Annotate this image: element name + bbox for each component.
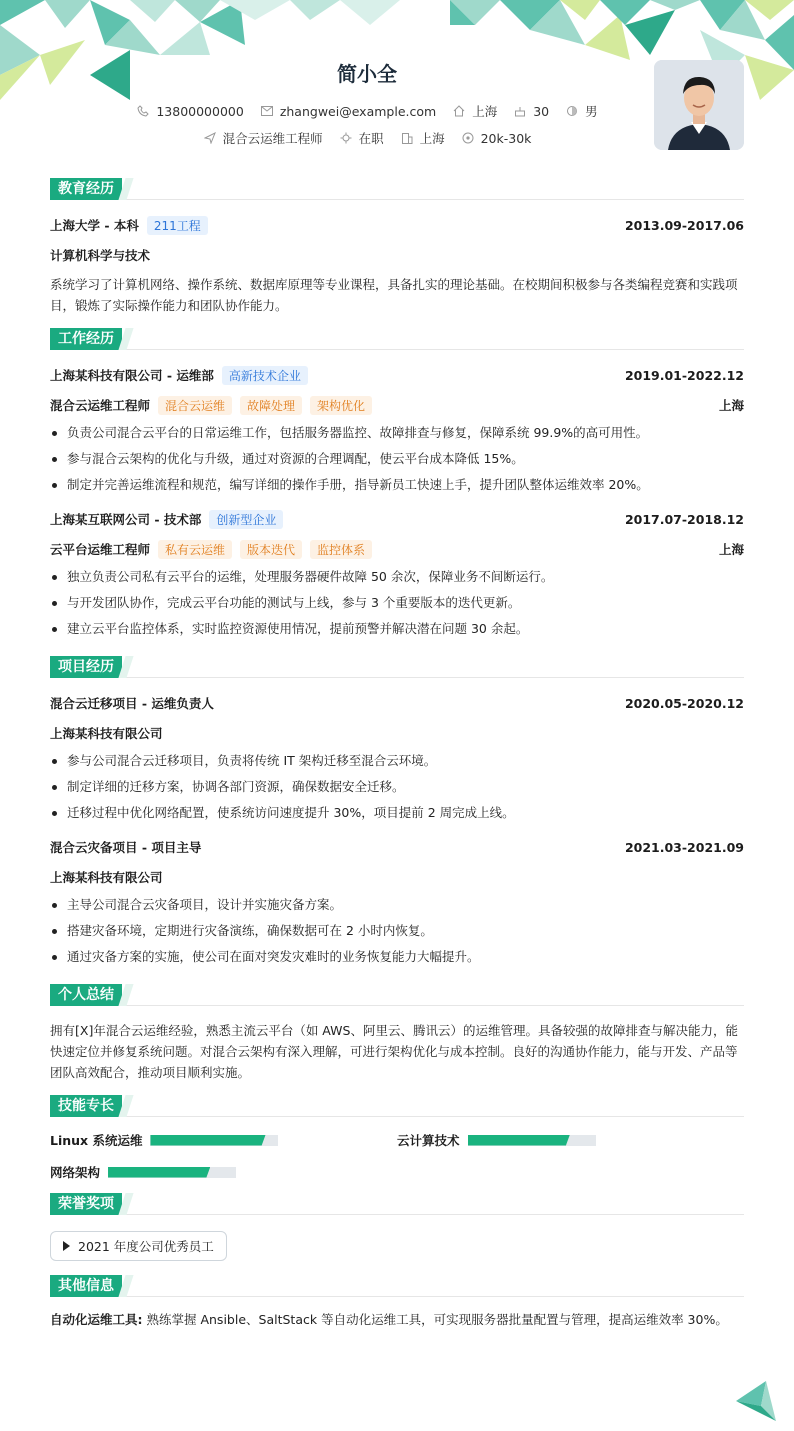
skill-tag: 故障处理 — [240, 396, 302, 415]
skills-section — [50, 1095, 744, 1185]
skill-tag: 版本迭代 — [240, 540, 302, 559]
work-period: 2017.07-2018.12 — [624, 511, 744, 527]
award-text: 2021 年度公司优秀员工 — [78, 1239, 214, 1254]
home-icon — [452, 104, 466, 118]
skill-name: 网络架构 — [50, 1165, 101, 1180]
summary-section — [50, 984, 744, 1087]
bullet-item: 搭建灾备环境，定期进行灾备演练，确保数据可在 2 小时内恢复。 — [50, 918, 744, 944]
project-title-row — [50, 832, 744, 862]
work-location: 上海 — [718, 398, 744, 413]
major-row — [50, 240, 744, 270]
job-role: 混合云运维工程师 — [50, 398, 151, 413]
skill-bar — [150, 1135, 278, 1146]
salary-info — [461, 131, 532, 146]
work-period: 2019.01-2022.12 — [624, 367, 744, 383]
skill-tag: 架构优化 — [310, 396, 372, 415]
section-title: 项目经历 — [50, 656, 122, 678]
contact-line — [0, 102, 734, 120]
project-heading — [50, 656, 744, 678]
project-item — [50, 688, 744, 826]
summary-heading — [50, 984, 744, 1006]
education-heading — [50, 178, 744, 200]
section-title: 教育经历 — [50, 178, 122, 200]
target-city-text: 上海 — [419, 131, 445, 146]
bullet-item: 通过灾备方案的实施，使公司在面对突发灾难时的业务恢复能力大幅提升。 — [50, 944, 744, 970]
education-period: 2013.09-2017.06 — [624, 217, 744, 233]
project-section — [50, 656, 744, 970]
other-section — [50, 1275, 744, 1333]
target-city-info — [400, 129, 445, 147]
awards-heading — [50, 1193, 744, 1215]
job-icon — [203, 131, 217, 145]
section-title: 其他信息 — [50, 1275, 122, 1297]
phone-text: 13800000000 — [156, 103, 244, 119]
other-heading — [50, 1275, 744, 1297]
section-title: 个人总结 — [50, 984, 122, 1006]
company-tag: 创新型企业 — [209, 510, 283, 529]
project-org: 上海某科技有限公司 — [50, 726, 163, 741]
gender-text: 男 — [585, 104, 598, 119]
work-company-row — [50, 504, 744, 534]
bullet-item: 制定详细的迁移方案，协调各部门资源，确保数据安全迁移。 — [50, 774, 744, 800]
skill-bar — [108, 1167, 236, 1178]
education-description: 系统学习了计算机网络、操作系统、数据库原理等专业课程，具备扎实的理论基础。在校期间积极参与各类编程竞赛和实践项目，锻炼了实际操作能力和团队协作能力。 — [50, 277, 738, 313]
skill-tag: 监控体系 — [310, 540, 372, 559]
age-icon — [513, 104, 527, 118]
phone-info — [136, 104, 243, 119]
email-text: zhangwei@example.com — [279, 103, 437, 119]
job-role: 云平台运维工程师 — [50, 542, 151, 557]
bullet-item: 迁移过程中优化网络配置，使系统访问速度提升 30%，项目提前 2 周完成上线。 — [50, 800, 744, 826]
email-info — [260, 104, 436, 119]
age-info — [513, 104, 549, 119]
work-location: 上海 — [718, 542, 744, 557]
skill-name: Linux 系统运维 — [50, 1133, 143, 1148]
phone-icon — [136, 104, 150, 118]
skill-item — [397, 1131, 744, 1149]
company-name: 上海某科技有限公司 - 运维部 — [50, 368, 214, 383]
skill-fill — [108, 1167, 210, 1178]
job-intent-line — [0, 129, 734, 147]
school-tag: 211工程 — [147, 216, 208, 235]
work-bullets — [50, 564, 744, 642]
city-info — [452, 102, 497, 120]
project-period: 2020.05-2020.12 — [624, 695, 744, 711]
city-text: 上海 — [472, 104, 498, 119]
section-title: 技能专长 — [50, 1095, 122, 1117]
age-text: 30 — [533, 103, 550, 119]
target-job-text: 混合云运维工程师 — [222, 131, 323, 146]
city-icon — [400, 131, 414, 145]
awards-section — [50, 1193, 744, 1275]
company-name: 上海某互联网公司 - 技术部 — [50, 512, 202, 527]
major-name: 计算机科学与技术 — [50, 248, 151, 263]
other-label: 自动化运维工具: — [50, 1312, 143, 1327]
target-job-info — [203, 129, 323, 147]
bullet-item: 参与混合云架构的优化与升级，通过对资源的合理调配，使云平台成本降低 15%。 — [50, 446, 744, 472]
work-bullets — [50, 420, 744, 498]
skill-bar — [468, 1135, 596, 1146]
salary-text: 20k-30k — [480, 130, 532, 146]
section-title: 荣誉奖项 — [50, 1193, 122, 1215]
bullet-item: 参与公司混合云迁移项目，负责将传统 IT 架构迁移至混合云环境。 — [50, 748, 744, 774]
candidate-name: 简小全 — [337, 62, 397, 86]
project-bullets — [50, 748, 744, 826]
status-text: 在职 — [358, 131, 384, 146]
skill-item — [50, 1131, 397, 1149]
salary-icon — [461, 131, 475, 145]
gender-icon — [565, 104, 579, 118]
skills-grid — [50, 1127, 744, 1185]
other-info — [50, 1307, 744, 1333]
work-heading — [50, 328, 744, 350]
project-bullets — [50, 892, 744, 970]
triangle-icon — [63, 1241, 70, 1251]
summary-text: 拥有[X]年混合云运维经验，熟悉主流云平台（如 AWS、阿里云、腾讯云）的运维管理。具备较强的故障排查与解决能力，能快速定位并修复系统问题。对混合云架构有深入理解，可进行架构优化与成本控制。良好的沟通协作能力，能与开发、产品等团队高效配合，推动项目顺利实施。 — [50, 1023, 738, 1080]
project-period: 2021.03-2021.09 — [624, 839, 744, 855]
work-item — [50, 504, 744, 642]
work-company-row — [50, 360, 744, 390]
project-item — [50, 832, 744, 970]
bullet-item: 负责公司混合云平台的日常运维工作，包括服务器监控、故障排查与修复，保障系统 99.9%的高可用性。 — [50, 420, 744, 446]
project-org-row — [50, 862, 744, 892]
skill-tag: 混合云运维 — [158, 396, 232, 415]
work-item — [50, 360, 744, 498]
bullet-item: 独立负责公司私有云平台的运维，处理服务器硬件故障 50 余次，保障业务不间断运行。 — [50, 564, 744, 590]
work-role-row — [50, 390, 744, 420]
school-name: 上海大学 - 本科 — [50, 218, 139, 233]
company-tag: 高新技术企业 — [222, 366, 308, 385]
bullet-item: 建立云平台监控体系，实时监控资源使用情况，提前预警并解决潜在问题 30 余起。 — [50, 616, 744, 642]
award-item — [50, 1231, 227, 1261]
project-org-row — [50, 718, 744, 748]
bullet-item: 与开发团队协作，完成云平台功能的测试与上线，参与 3 个重要版本的迭代更新。 — [50, 590, 744, 616]
skill-name: 云计算技术 — [397, 1133, 460, 1148]
status-icon — [339, 131, 353, 145]
bullet-item: 主导公司混合云灾备项目，设计并实施灾备方案。 — [50, 892, 744, 918]
corner-decoration — [736, 1381, 776, 1421]
gender-info — [565, 102, 598, 120]
education-section — [50, 178, 744, 320]
bullet-item: 制定并完善运维流程和规范，编写详细的操作手册，指导新员工快速上手，提升团队整体运维效率 20%。 — [50, 472, 744, 498]
skills-heading — [50, 1095, 744, 1117]
project-title-row — [50, 688, 744, 718]
profile-photo — [654, 60, 744, 150]
project-name: 混合云迁移项目 - 运维负责人 — [50, 696, 214, 711]
project-name: 混合云灾备项目 - 项目主导 — [50, 840, 202, 855]
work-role-row — [50, 534, 744, 564]
skill-tag: 私有云运维 — [158, 540, 232, 559]
section-title: 工作经历 — [50, 328, 122, 350]
skill-fill — [468, 1135, 570, 1146]
work-section — [50, 328, 744, 642]
resume-body — [0, 178, 794, 1333]
skill-item — [50, 1163, 397, 1181]
other-text: 熟练掌握 Ansible、SaltStack 等自动化运维工具，可实现服务器批量配置与管理，提高运维效率 30%。 — [146, 1312, 728, 1327]
skill-fill — [150, 1135, 265, 1146]
education-row — [50, 210, 744, 240]
project-org: 上海某科技有限公司 — [50, 870, 163, 885]
resume-header — [0, 0, 794, 170]
status-info — [339, 129, 384, 147]
email-icon — [260, 104, 274, 118]
